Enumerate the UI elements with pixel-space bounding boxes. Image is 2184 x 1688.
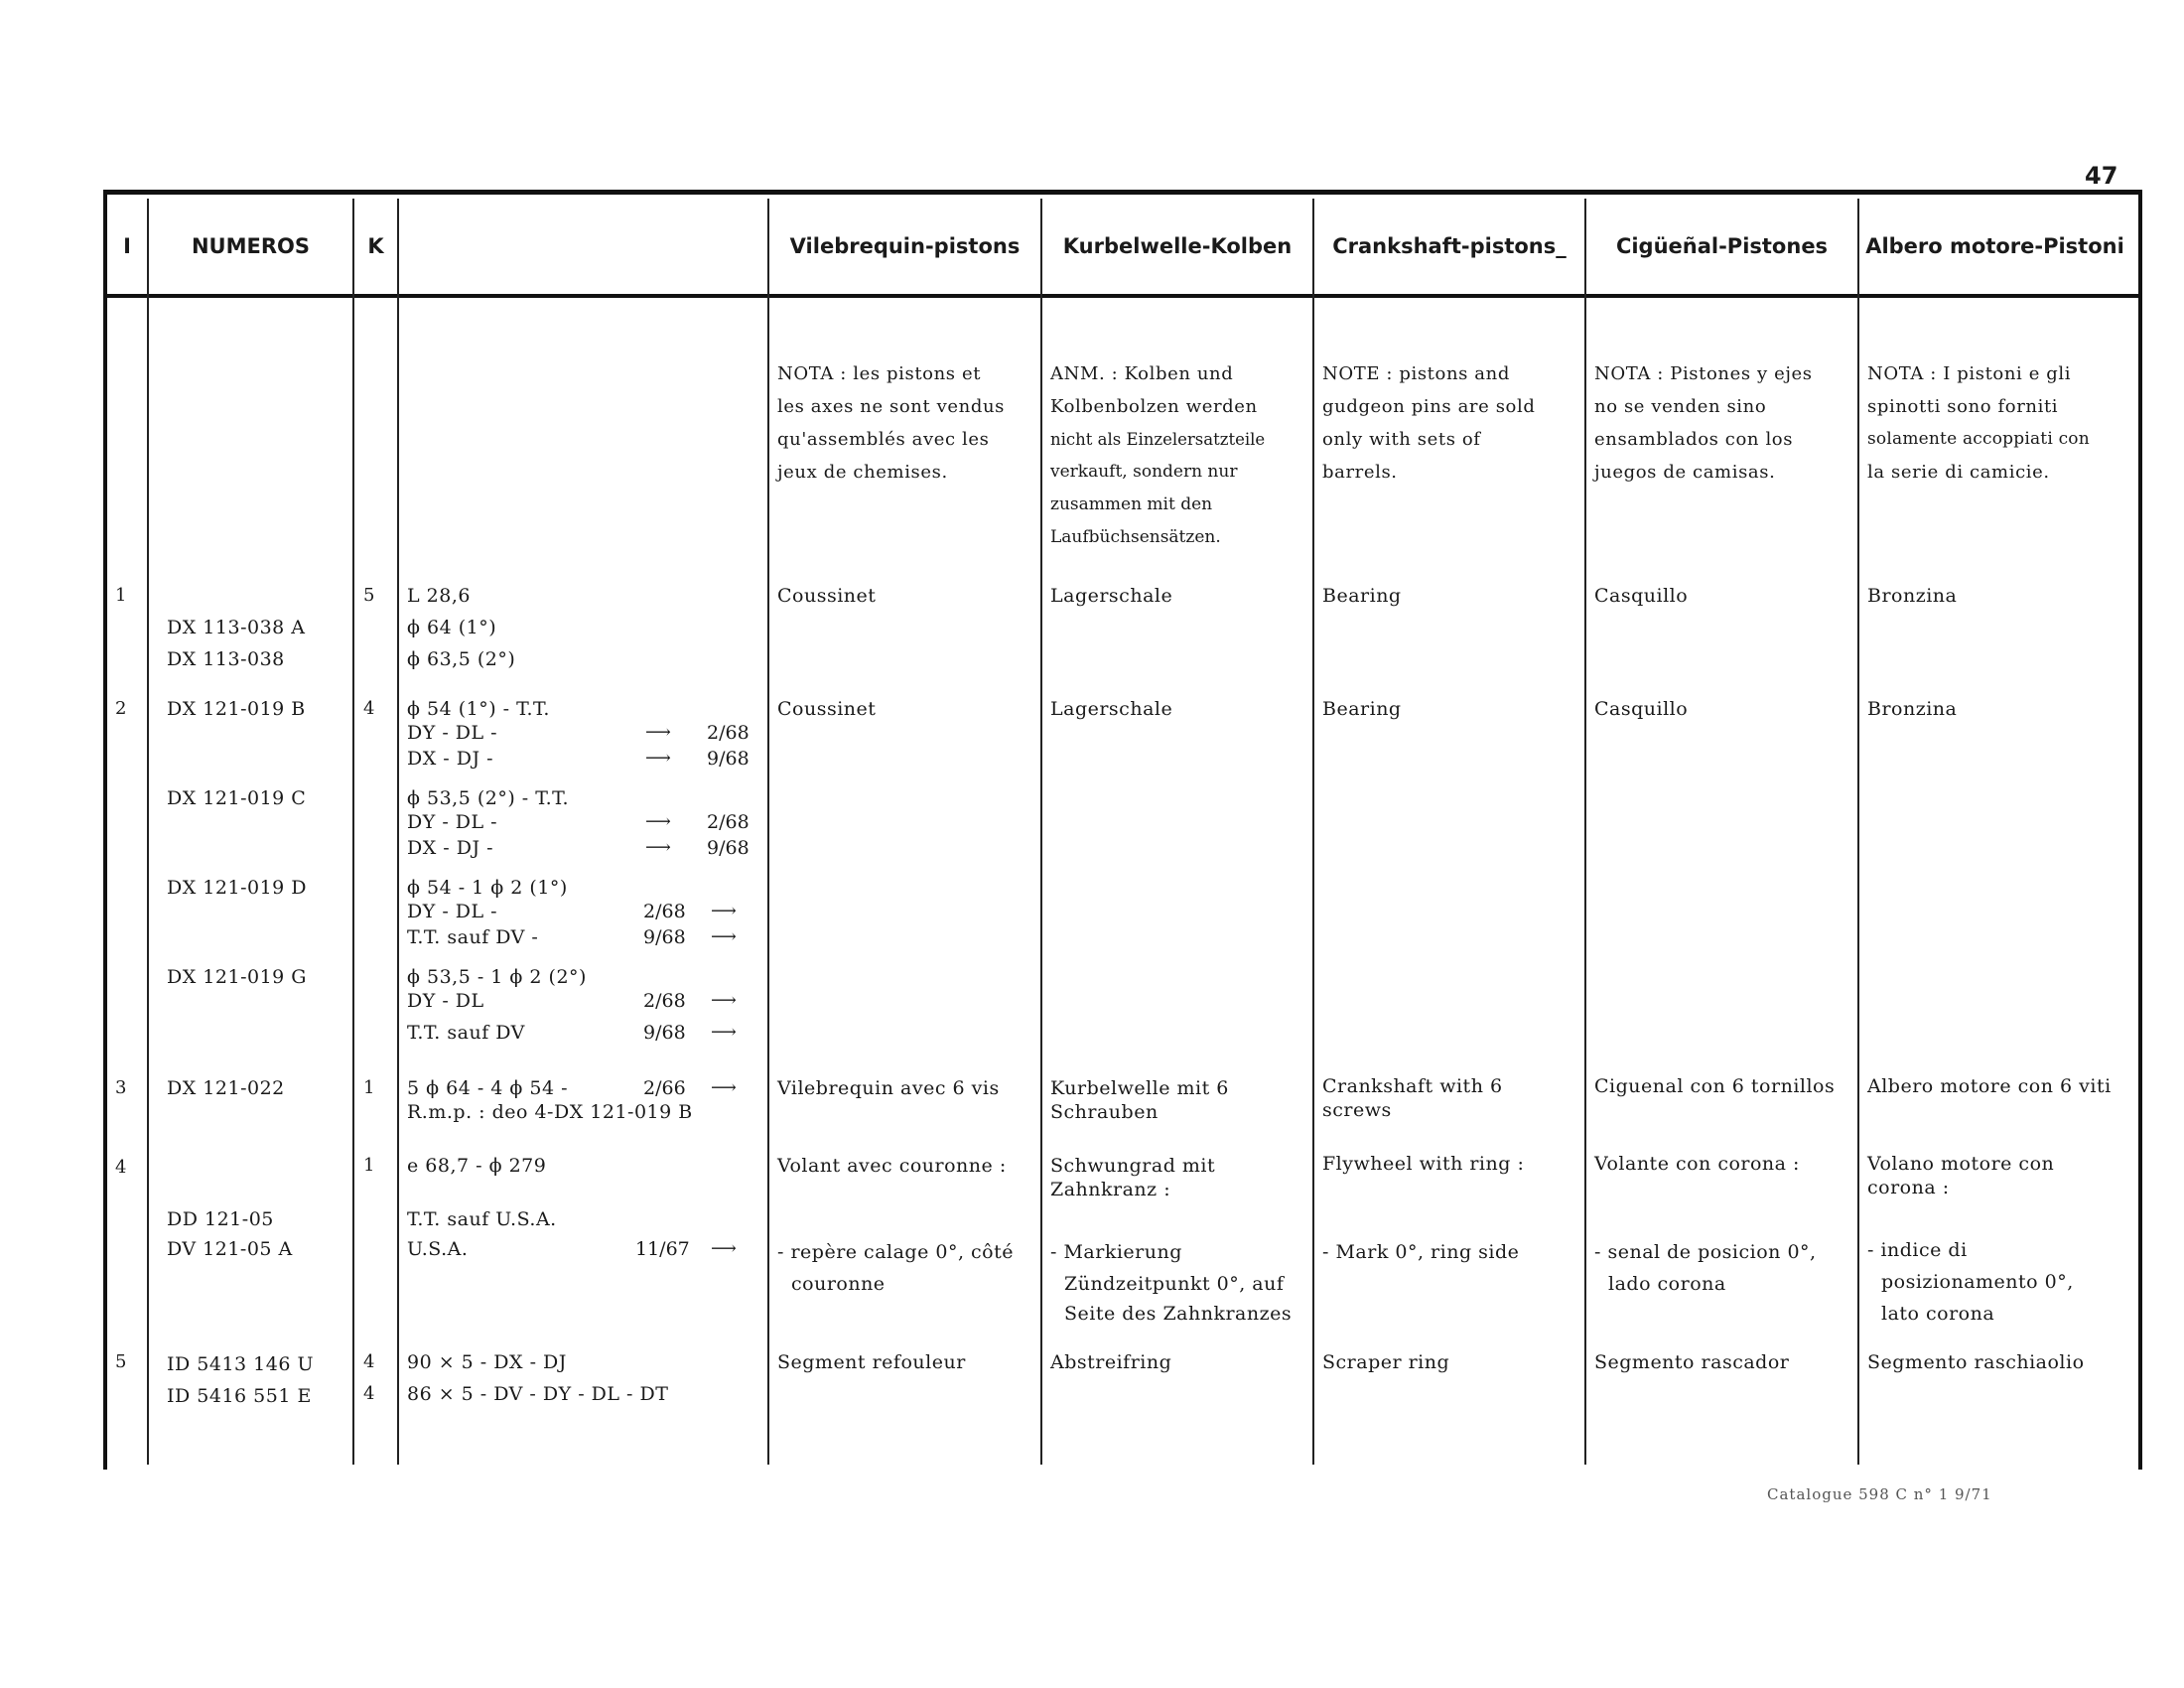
header-numeros: NUMEROS [191, 234, 311, 258]
header-spanish: Cigüeñal-Pistones [1615, 234, 1829, 258]
arrow-right-icon: ⟶ [645, 748, 671, 769]
catalogue-footer: Catalogue 598 C n° 1 9/71 [1767, 1485, 1992, 1503]
column-divider [1584, 199, 1586, 1465]
column-divider [1857, 199, 1859, 1465]
header-german: Kurbelwelle-Kolben [1062, 234, 1293, 258]
column-divider [1040, 199, 1042, 1465]
arrow-right-icon: ⟶ [711, 1238, 737, 1259]
header-french: Vilebrequin-pistons [789, 234, 1021, 258]
header-rule [103, 294, 2140, 298]
arrow-right-icon: ⟶ [711, 926, 737, 947]
header-k: K [367, 234, 384, 258]
header-index: I [123, 234, 131, 258]
header-english: Crankshaft-pistons_ [1332, 234, 1567, 258]
arrow-right-icon: ⟶ [645, 837, 671, 858]
arrow-right-icon: ⟶ [711, 990, 737, 1011]
column-divider [767, 199, 769, 1465]
arrow-right-icon: ⟶ [645, 811, 671, 832]
arrow-right-icon: ⟶ [711, 1077, 737, 1098]
page-number: 47 [2085, 162, 2118, 190]
arrow-right-icon: ⟶ [645, 722, 671, 743]
column-divider [147, 199, 149, 1465]
column-divider [397, 199, 399, 1465]
header-italian: Albero motore-Pistoni [1865, 234, 2124, 258]
arrow-right-icon: ⟶ [711, 1022, 737, 1043]
column-divider [1312, 199, 1314, 1465]
column-divider [352, 199, 354, 1465]
arrow-right-icon: ⟶ [711, 901, 737, 921]
